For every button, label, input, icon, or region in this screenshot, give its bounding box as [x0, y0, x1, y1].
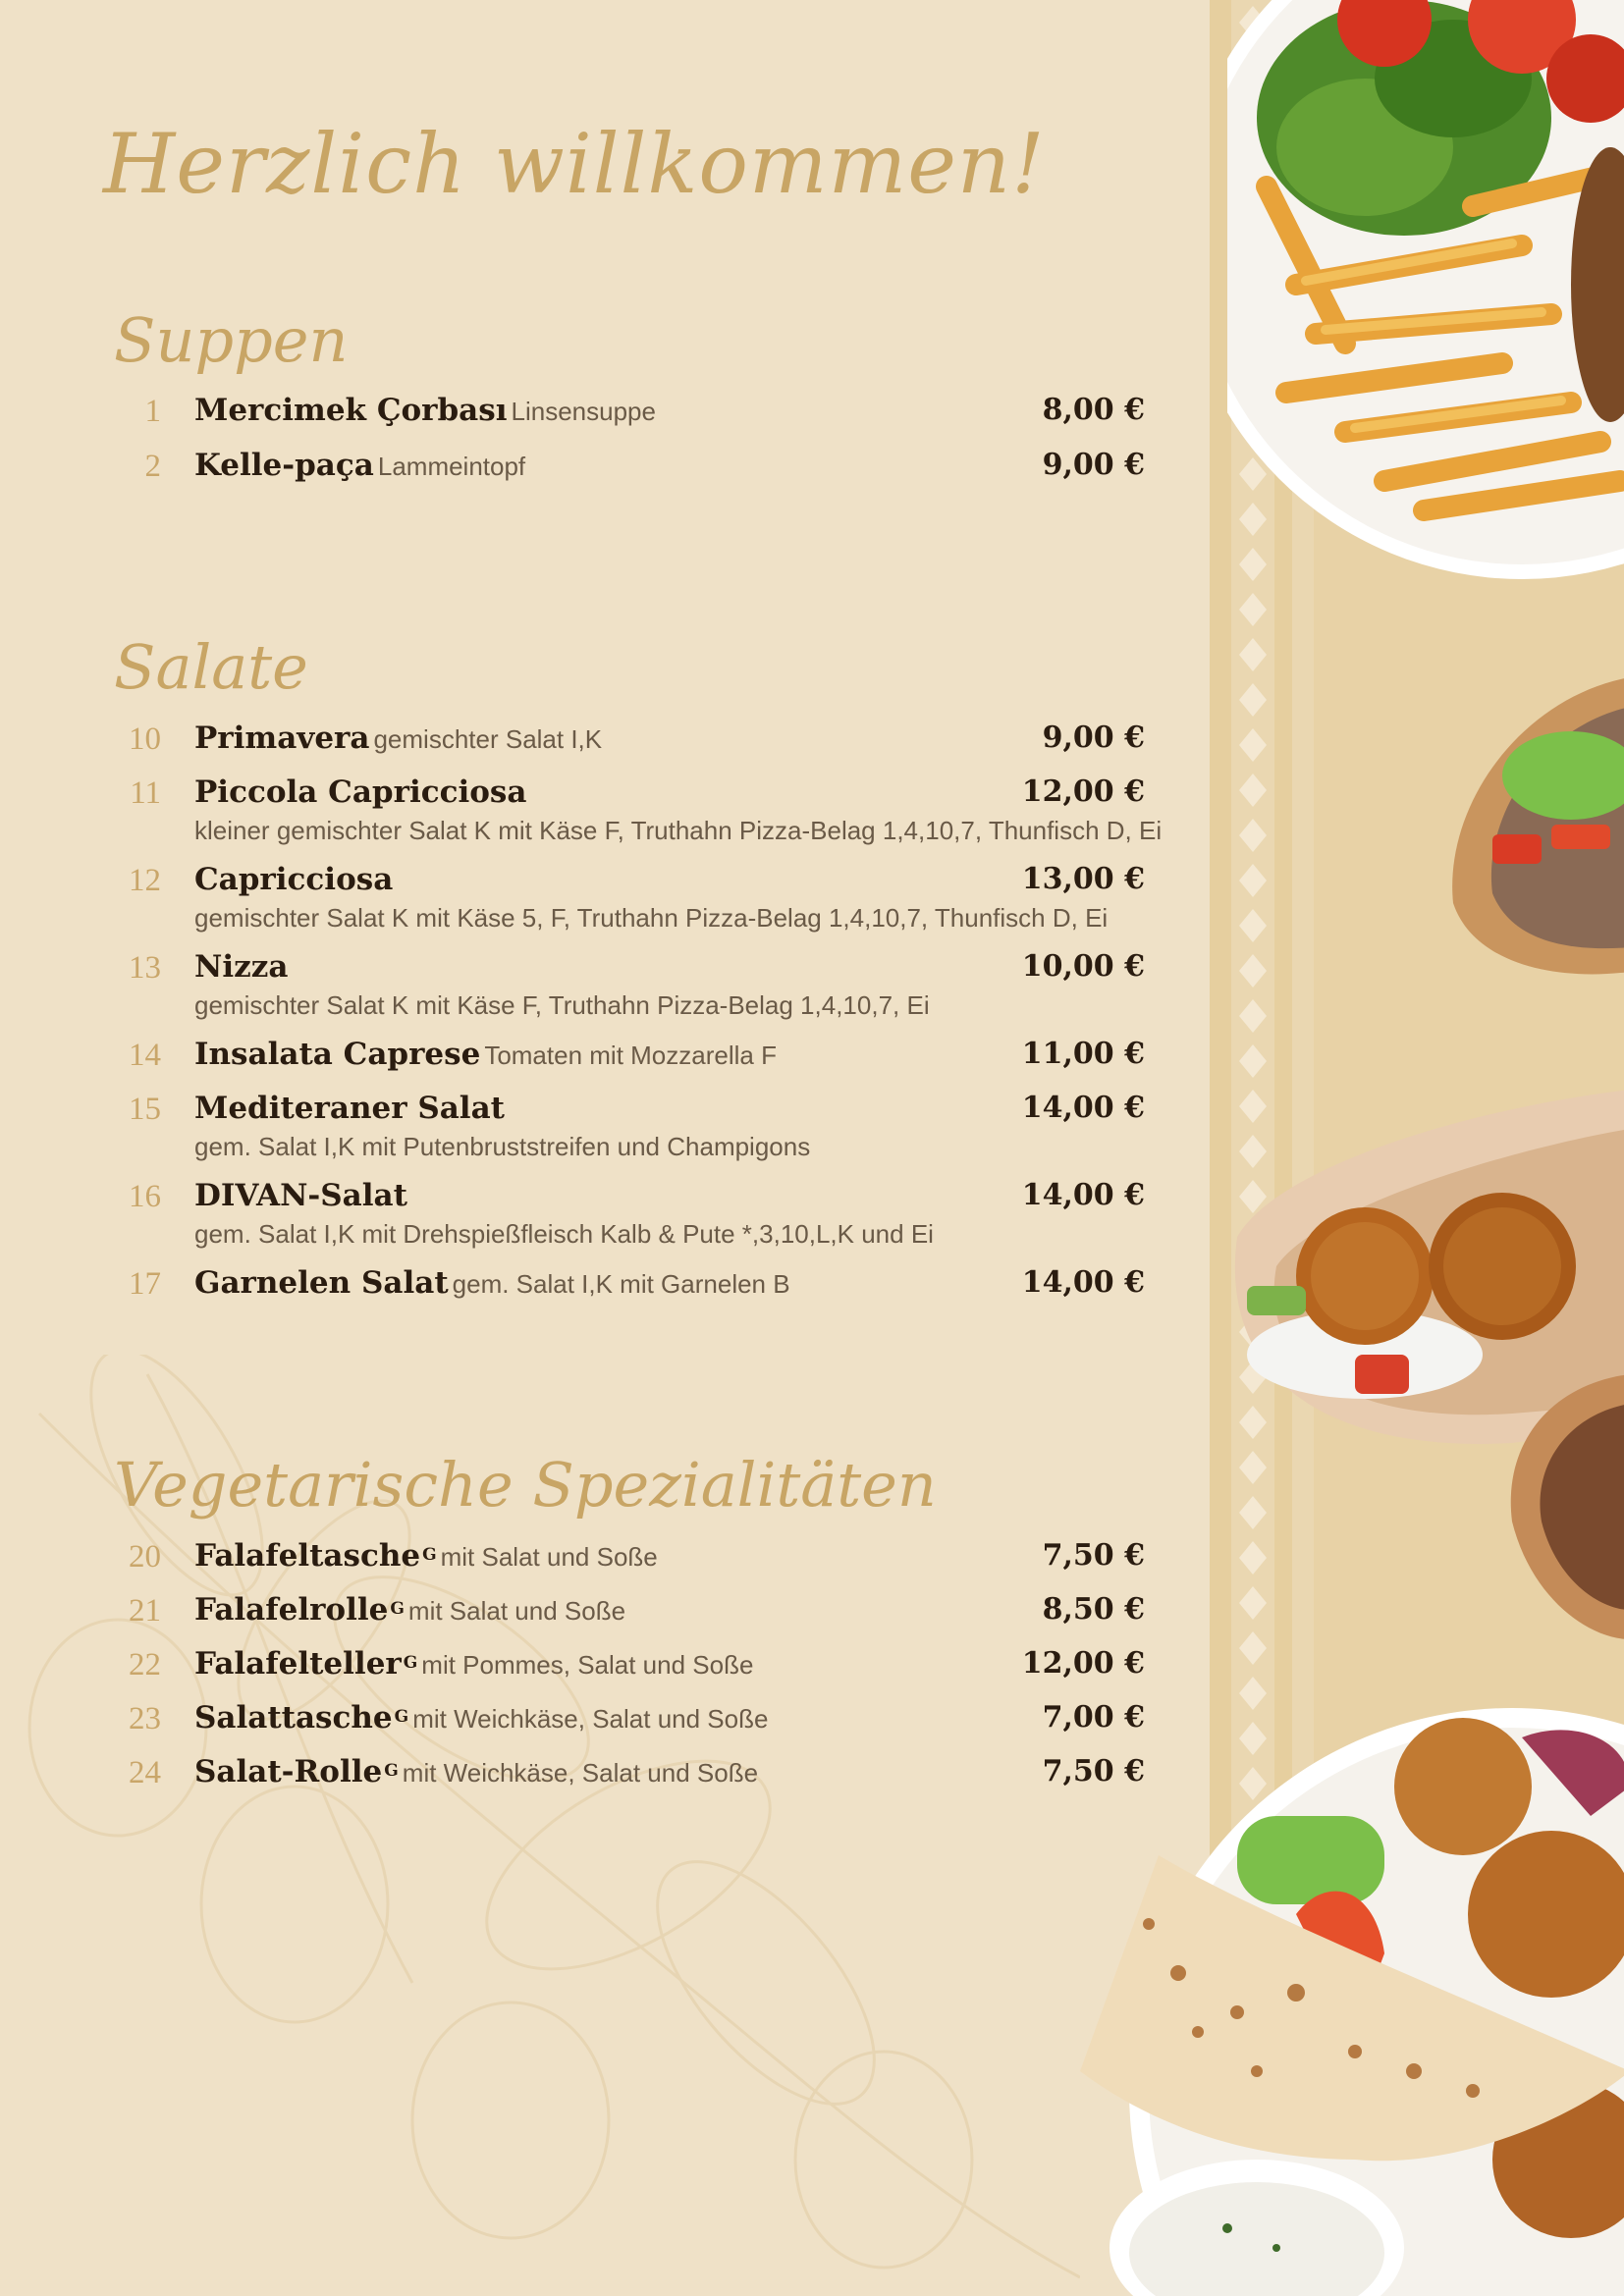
item-number: 13 [129, 950, 161, 986]
section-title-salate: Salate [114, 631, 308, 703]
allergen-marker: G [394, 1706, 409, 1727]
item-name: Falafelrolle [194, 1592, 389, 1628]
item-name: Salat-Rolle [194, 1754, 383, 1789]
item-name: Insalata Caprese [194, 1037, 481, 1072]
item-name: Kelle-paça [194, 448, 374, 483]
item-description: gemischter Salat K mit Käse 5, F, Truthahn Pizza-Belag 1,4,10,7, Thunfisch D, Ei [194, 903, 1109, 933]
item-price: 12,00 € [1021, 774, 1145, 809]
falafel-wrap-image [1218, 1090, 1624, 1639]
item-description: mit Weichkäse, Salat und Soße [402, 1758, 759, 1788]
item-description: Linsensuppe [511, 397, 656, 426]
item-description: gem. Salat I,K mit Drehspießfleisch Kalb & Pute *,3,10,L,K und Ei [194, 1219, 934, 1249]
item-description: mit Pommes, Salat und Soße [421, 1650, 754, 1680]
fries-plate-image [1227, 0, 1624, 589]
item-number: 21 [129, 1593, 161, 1629]
item-description: gemischter Salat K mit Käse F, Truthahn Pizza-Belag 1,4,10,7, Ei [194, 990, 930, 1020]
item-price: 13,00 € [1021, 862, 1145, 896]
item-name: Falafelteller [194, 1646, 402, 1682]
item-number: 16 [129, 1179, 161, 1214]
item-price: 8,00 € [1042, 393, 1145, 427]
item-price: 14,00 € [1021, 1265, 1145, 1300]
doner-sandwich-image [1434, 677, 1624, 982]
item-name: Garnelen Salat [194, 1265, 449, 1301]
item-number: 23 [129, 1701, 161, 1736]
item-description: Lammeintopf [377, 452, 526, 481]
item-number: 10 [129, 721, 161, 757]
item-price: 9,00 € [1042, 448, 1145, 482]
item-number: 17 [129, 1266, 161, 1302]
item-description: gemischter Salat I,K [373, 724, 603, 754]
item-name: Primavera [194, 721, 370, 756]
item-price: 7,50 € [1042, 1754, 1145, 1789]
item-number: 11 [130, 775, 161, 811]
item-price: 8,50 € [1042, 1592, 1145, 1627]
item-number: 12 [129, 863, 161, 898]
welcome-heading: Herzlich willkommen! [103, 116, 1046, 212]
item-name: Nizza [194, 949, 289, 985]
item-price: 14,00 € [1021, 1091, 1145, 1125]
item-name: Capricciosa [194, 862, 394, 897]
item-name: Mercimek Çorbası [194, 393, 508, 428]
section-title-vegetarisch: Vegetarische Spezialitäten [114, 1449, 937, 1521]
item-number: 24 [129, 1755, 161, 1790]
item-number: 2 [144, 449, 161, 484]
item-description: mit Salat und Soße [440, 1542, 658, 1572]
section-title-suppen: Suppen [114, 304, 349, 376]
item-name: Salattasche [194, 1700, 393, 1735]
item-description: Tomaten mit Mozzarella F [484, 1041, 777, 1070]
falafel-plate-image [1060, 1698, 1624, 2296]
item-description: mit Salat und Soße [407, 1596, 626, 1626]
item-description: mit Weichkäse, Salat und Soße [412, 1704, 769, 1734]
item-price: 9,00 € [1042, 721, 1145, 755]
item-price: 11,00 € [1021, 1037, 1145, 1071]
allergen-marker: G [384, 1760, 399, 1781]
item-name: Falafeltasche [194, 1538, 421, 1574]
allergen-marker: G [422, 1544, 437, 1565]
item-description: gem. Salat I,K mit Garnelen B [452, 1269, 790, 1299]
item-number: 22 [129, 1647, 161, 1682]
item-name: Piccola Capricciosa [194, 774, 527, 810]
item-name: Mediteraner Salat [194, 1091, 505, 1126]
item-description: gem. Salat I,K mit Putenbruststreifen und Champigons [194, 1132, 811, 1161]
item-price: 7,00 € [1042, 1700, 1145, 1735]
item-price: 14,00 € [1021, 1178, 1145, 1212]
item-price: 7,50 € [1042, 1538, 1145, 1573]
allergen-marker: G [390, 1598, 405, 1619]
item-price: 10,00 € [1021, 949, 1145, 984]
item-number: 20 [129, 1539, 161, 1575]
item-name: DIVAN-Salat [194, 1178, 407, 1213]
item-description: kleiner gemischter Salat K mit Käse F, Truthahn Pizza-Belag 1,4,10,7, Thunfisch D, Ei [194, 816, 1163, 845]
item-number: 1 [144, 394, 161, 429]
item-number: 14 [129, 1038, 161, 1073]
item-price: 12,00 € [1021, 1646, 1145, 1681]
allergen-marker: G [403, 1652, 418, 1673]
item-number: 15 [129, 1092, 161, 1127]
